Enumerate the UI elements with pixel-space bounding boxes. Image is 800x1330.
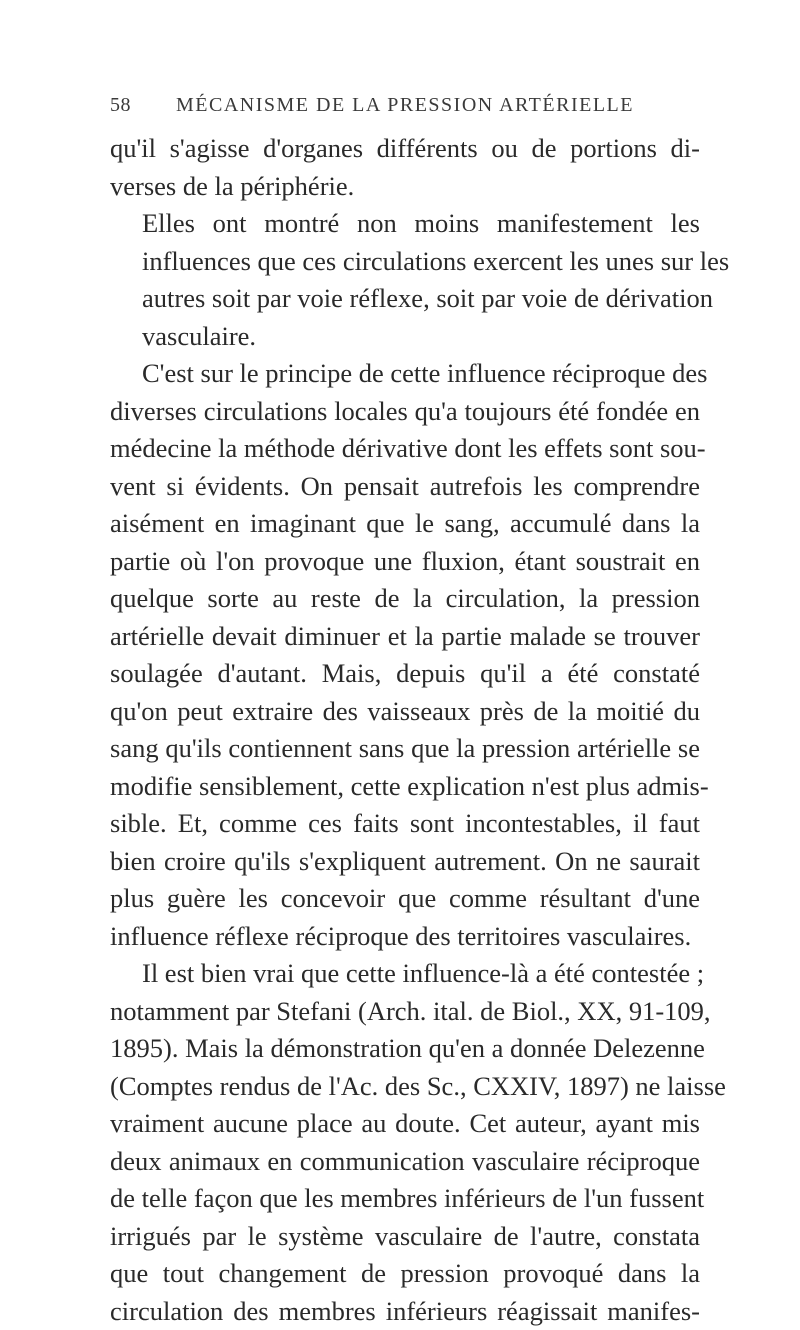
text-line: autres soit par voie réflexe, soit par voie de dérivation xyxy=(110,280,700,318)
text-line: vent si évidents. On pensait autrefois les comprendre xyxy=(110,468,700,506)
text-line: quelque sorte au reste de la circulation, la pression xyxy=(110,580,700,618)
text-line: vraiment aucune place au doute. Cet auteur, ayant mis xyxy=(110,1105,700,1143)
page-header xyxy=(110,94,700,124)
body-text xyxy=(110,130,700,1330)
text-line: irrigués par le système vasculaire de l'autre, constata xyxy=(110,1218,700,1256)
text-line: Il est bien vrai que cette influence-là a été contestée ; xyxy=(110,955,700,993)
text-line: artérielle devait diminuer et la partie malade se trouver xyxy=(110,618,700,656)
text-line: notamment par Stefani (Arch. ital. de Biol., XX, 91-109, xyxy=(110,993,700,1031)
text-line: soulagée d'autant. Mais, depuis qu'il a été constaté xyxy=(110,655,700,693)
paragraph-4 xyxy=(110,955,700,1330)
text-line: circulation des membres inférieurs réagissait manifes- xyxy=(110,1293,700,1330)
text-line: diverses circulations locales qu'a toujours été fondée en xyxy=(110,393,700,431)
text-line: deux animaux en communication vasculaire réciproque xyxy=(110,1143,700,1181)
text-line: que tout changement de pression provoqué dans la xyxy=(110,1255,700,1293)
text-line: modifie sensiblement, cette explication n'est plus admis- xyxy=(110,768,700,806)
text-line: 1895). Mais la démonstration qu'en a donnée Delezenne xyxy=(110,1030,700,1068)
text-line: sible. Et, comme ces faits sont incontestables, il faut xyxy=(110,805,700,843)
text-line: de telle façon que les membres inférieurs de l'un fussent xyxy=(110,1180,700,1218)
text-line: C'est sur le principe de cette influence réciproque des xyxy=(110,355,700,393)
text-line: aisément en imaginant que le sang, accumulé dans la xyxy=(110,505,700,543)
text-line: (Comptes rendus de l'Ac. des Sc., CXXIV, 1897) ne laisse xyxy=(110,1068,700,1106)
paragraph-2 xyxy=(110,205,700,355)
text-line: sang qu'ils contiennent sans que la pression artérielle se xyxy=(110,730,700,768)
text-line: partie où l'on provoque une fluxion, étant soustrait en xyxy=(110,543,700,581)
text-line: Elles ont montré non moins manifestement les xyxy=(110,205,700,243)
text-line: bien croire qu'ils s'expliquent autrement. On ne saurait xyxy=(110,843,700,881)
text-line: qu'on peut extraire des vaisseaux près de la moitié du xyxy=(110,693,700,731)
paragraph-1 xyxy=(110,130,700,205)
text-line: influences que ces circulations exercent les unes sur les xyxy=(110,243,700,281)
text-line: verses de la périphérie. xyxy=(110,168,700,206)
text-line: qu'il s'agisse d'organes différents ou de portions di- xyxy=(110,130,700,168)
paragraph-3 xyxy=(110,355,700,955)
text-line: influence réflexe réciproque des territoires vasculaires. xyxy=(110,918,700,956)
page-number: 58 xyxy=(110,94,131,117)
text-line: vasculaire. xyxy=(110,318,700,356)
running-title: MÉCANISME DE LA PRESSION ARTÉRIELLE xyxy=(110,94,700,117)
text-line: médecine la méthode dérivative dont les effets sont sou- xyxy=(110,430,700,468)
text-line: plus guère les concevoir que comme résultant d'une xyxy=(110,880,700,918)
